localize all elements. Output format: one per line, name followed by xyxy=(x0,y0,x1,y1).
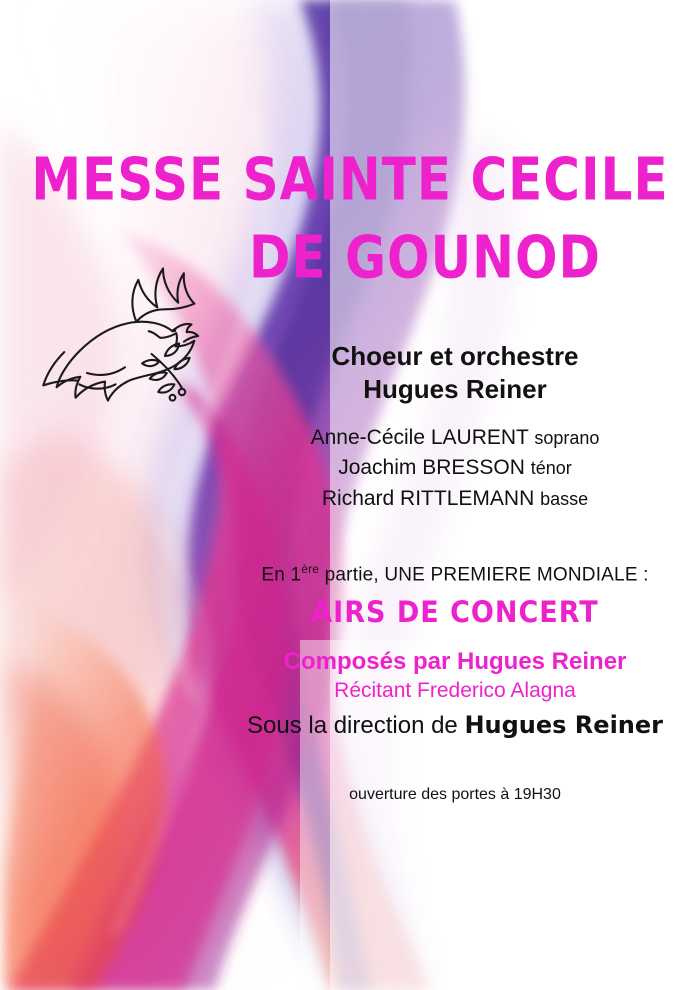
soloist-voice: basse xyxy=(540,488,589,509)
soloist-name: Richard RITTLEMANN xyxy=(321,486,535,510)
premiere-prefix: En 1 xyxy=(261,564,302,586)
soloist-list xyxy=(230,423,680,514)
narrator: Récitant Frederico Alagna xyxy=(334,678,576,702)
title-line-1: MESSE SAINTE CECILE xyxy=(31,145,669,214)
soloist-name: Anne-Cécile LAURENT xyxy=(310,426,529,449)
soloist-row xyxy=(230,484,680,514)
premiere-announcement xyxy=(230,562,680,586)
conductor-line xyxy=(230,711,680,740)
soloist-row xyxy=(230,423,680,453)
ensemble-line-2: Hugues Reiner xyxy=(363,373,547,404)
soloist-voice: soprano xyxy=(534,428,600,448)
doors-open-note: ouverture des portes à 19H30 xyxy=(349,785,561,803)
premiere-suffix: partie, UNE PREMIERE MONDIALE : xyxy=(319,564,649,586)
ensemble-block xyxy=(230,340,680,405)
soloist-name: Joachim BRESSON xyxy=(338,456,525,480)
composed-by: Composés par Hugues Reiner xyxy=(283,647,627,675)
soloist-row xyxy=(230,453,680,483)
premiere-ordinal-suffix: ère xyxy=(301,562,320,577)
conductor-name: Hugues Reiner xyxy=(464,710,663,739)
soloist-voice: ténor xyxy=(530,458,572,479)
poster-details xyxy=(230,340,680,804)
conductor-prefix: Sous la direction de xyxy=(246,711,465,739)
airs-de-concert-title: AIRS DE CONCERT xyxy=(311,595,599,630)
dove-icon xyxy=(30,240,220,430)
ensemble-line-1: Choeur et orchestre xyxy=(331,341,579,371)
title-line-2: DE GOUNOD xyxy=(248,223,602,292)
